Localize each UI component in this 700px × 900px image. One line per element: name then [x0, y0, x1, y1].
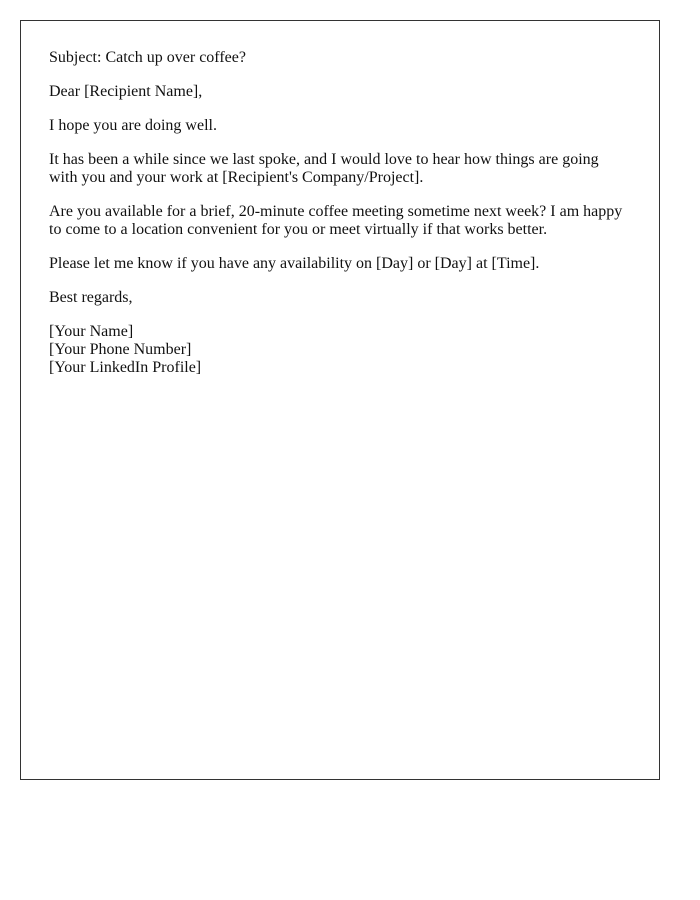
- body-paragraph-3: Are you available for a brief, 20-minute coffee meeting sometime next week? I am happy to come to a location convenient for you or meet virtually if that works better.: [49, 203, 623, 238]
- body-paragraph-2: It has been a while since we last spoke, and I would love to hear how things are going with you and your work at [Recipient's Company/Project].: [49, 151, 599, 186]
- body-paragraph-4: Please let me know if you have any availability on [Day] or [Day] at [Time].: [49, 255, 540, 272]
- closing: Best regards,: [49, 289, 133, 306]
- signature-block: [49, 323, 631, 377]
- body-paragraph-1: I hope you are doing well.: [49, 117, 217, 134]
- greeting: Dear [Recipient Name],: [49, 83, 203, 100]
- signature-linkedin: [Your LinkedIn Profile]: [49, 359, 202, 376]
- signature-name: [Your Name]: [49, 323, 134, 340]
- signature-phone: [Your Phone Number]: [49, 341, 192, 358]
- letter-container: [20, 20, 660, 780]
- subject-line: Subject: Catch up over coffee?: [49, 49, 246, 66]
